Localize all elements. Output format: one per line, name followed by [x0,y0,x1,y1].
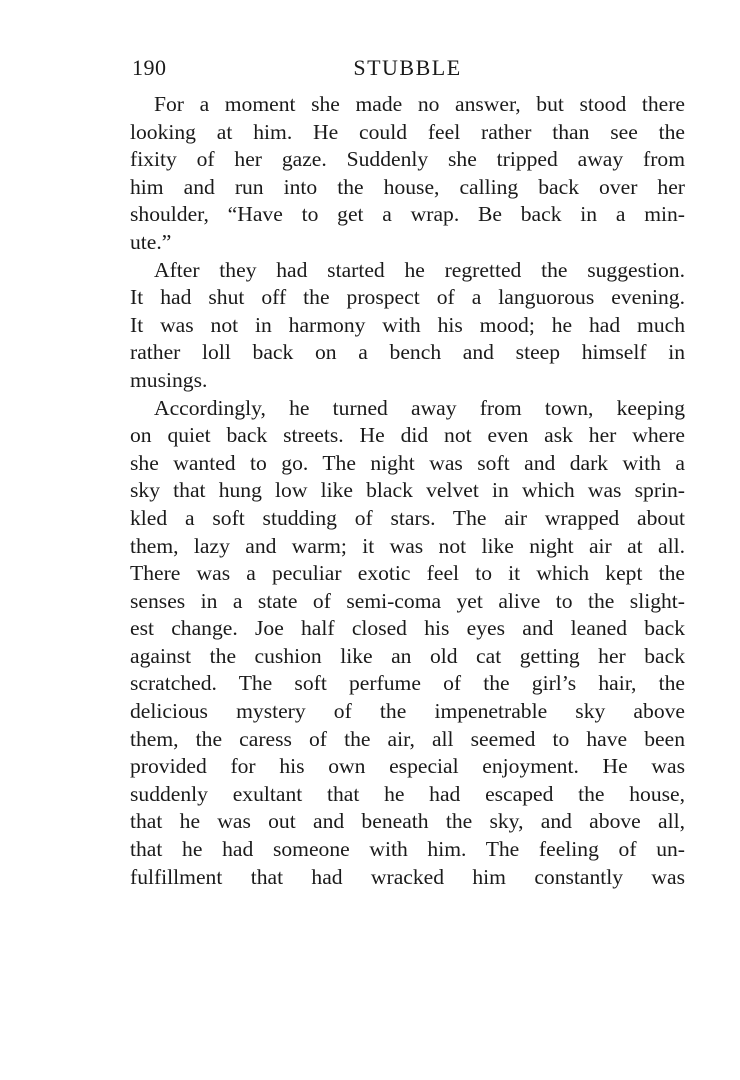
text-line: looking at him. He could feel rather than see the [130,119,685,144]
text-line: that he had someone with him. The feeling of un- [130,837,685,862]
text-line: musings. [130,367,208,392]
page-number: 190 [132,55,167,80]
text-line: Accordingly, he turned away from town, keeping [154,395,685,420]
text-line: After they had started he regretted the suggestion. [154,257,685,282]
text-line: them, the caress of the air, all seemed to have been [130,726,685,751]
text-line: There was a peculiar exotic feel to it which kept the [130,561,685,586]
text-line: fulfillment that had wracked him constantly was [130,864,685,889]
text-line: shoulder, “Have to get a wrap. Be back in a min- [130,202,685,227]
text-line: suddenly exultant that he had escaped the house, [130,781,685,806]
text-line: rather loll back on a bench and steep himself in [130,340,685,365]
text-line: For a moment she made no answer, but stood there [154,92,685,116]
running-head: STUBBLE [353,55,462,80]
text-line: scratched. The soft perfume of the girl’s hair, the [130,671,685,696]
text-line: It had shut off the prospect of a languorous evening. [130,285,685,310]
text-line: she wanted to go. The night was soft and dark with a [130,450,685,475]
text-line: est change. Joe half closed his eyes and leaned back [130,616,685,641]
text-line: provided for his own especial enjoyment. He was [130,754,685,779]
text-line: sky that hung low like black velvet in which was sprin- [130,478,685,503]
text-line: kled a soft studding of stars. The air wrapped about [130,505,685,530]
text-line: It was not in harmony with his mood; he had much [130,312,685,337]
paragraph-2 [130,257,685,395]
text-line: them, lazy and warm; it was not like night air at all. [130,533,685,558]
page-header [130,55,685,91]
text-line: senses in a state of semi-coma yet alive to the slight- [130,588,685,613]
text-line: him and run into the house, calling back over her [130,174,685,199]
text-line: ute.” [130,229,172,254]
text-line: on quiet back streets. He did not even ask her where [130,423,685,448]
text-line: that he was out and beneath the sky, and above all, [130,809,685,834]
book-page [130,55,685,891]
paragraph-3 [130,395,685,892]
body-text [130,91,685,891]
text-line: delicious mystery of the impenetrable sky above [130,699,685,724]
text-line: against the cushion like an old cat getting her back [130,643,685,668]
paragraph-1 [130,91,685,257]
text-line: fixity of her gaze. Suddenly she tripped away from [130,147,685,172]
